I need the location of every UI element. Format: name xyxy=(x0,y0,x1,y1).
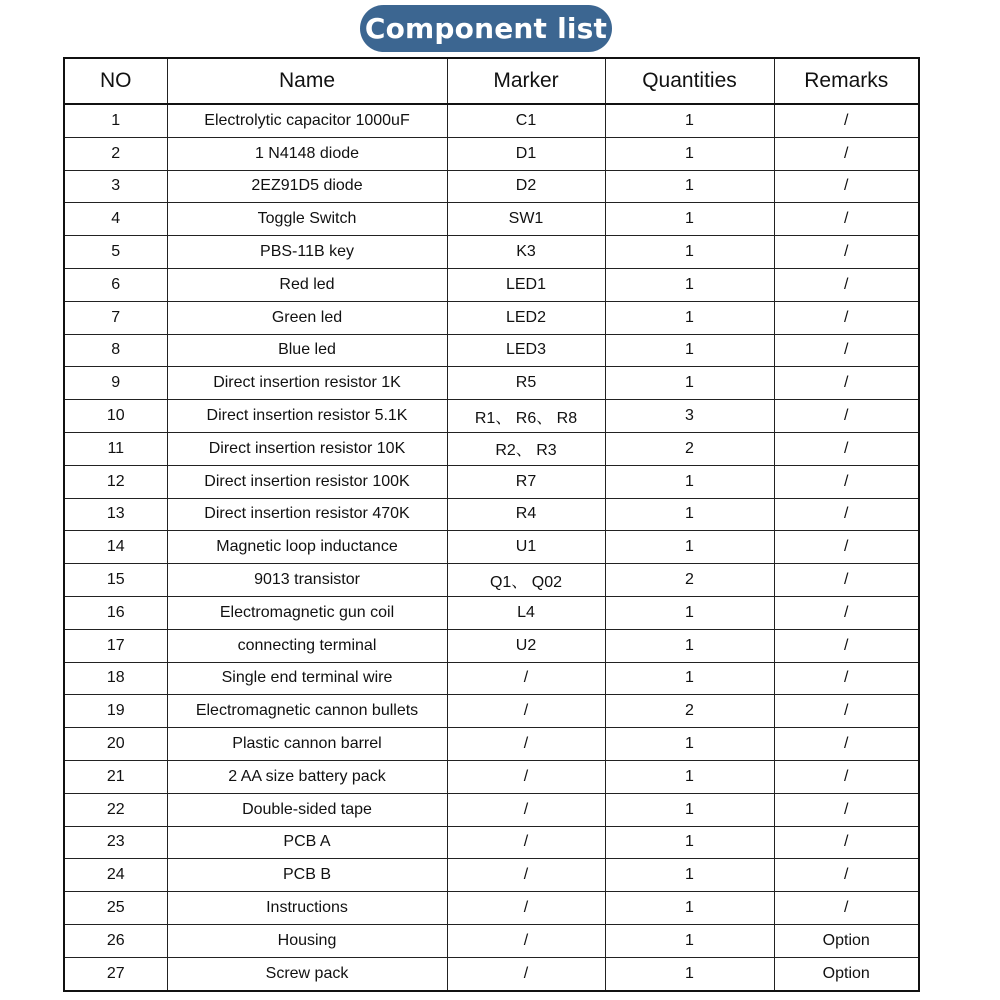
table-row xyxy=(64,137,919,170)
cell-marker: LED1 xyxy=(447,268,605,301)
component-table xyxy=(63,57,920,992)
header-quantities: Quantities xyxy=(605,58,774,104)
cell-remarks: / xyxy=(774,728,919,761)
table-row xyxy=(64,367,919,400)
cell-remarks: / xyxy=(774,432,919,465)
table-row xyxy=(64,432,919,465)
cell-marker: D1 xyxy=(447,137,605,170)
cell-no: 11 xyxy=(64,432,167,465)
cell-marker: / xyxy=(447,728,605,761)
table-row xyxy=(64,596,919,629)
cell-name: PBS-11B key xyxy=(167,236,447,269)
cell-marker: K3 xyxy=(447,236,605,269)
cell-quantity: 1 xyxy=(605,859,774,892)
cell-name: Electromagnetic cannon bullets xyxy=(167,695,447,728)
cell-no: 16 xyxy=(64,596,167,629)
cell-marker: Q1、 Q02 xyxy=(447,564,605,597)
cell-remarks: / xyxy=(774,892,919,925)
table-row xyxy=(64,924,919,957)
cell-remarks: / xyxy=(774,695,919,728)
cell-marker: LED2 xyxy=(447,301,605,334)
table-row xyxy=(64,268,919,301)
cell-name: Toggle Switch xyxy=(167,203,447,236)
cell-name: Magnetic loop inductance xyxy=(167,531,447,564)
cell-no: 20 xyxy=(64,728,167,761)
cell-quantity: 1 xyxy=(605,596,774,629)
cell-name: 1 N4148 diode xyxy=(167,137,447,170)
cell-quantity: 1 xyxy=(605,104,774,137)
cell-remarks: / xyxy=(774,268,919,301)
cell-no: 17 xyxy=(64,629,167,662)
cell-no: 23 xyxy=(64,826,167,859)
table-body xyxy=(64,104,919,991)
cell-quantity: 1 xyxy=(605,367,774,400)
cell-name: Direct insertion resistor 5.1K xyxy=(167,400,447,433)
cell-name: Housing xyxy=(167,924,447,957)
cell-quantity: 1 xyxy=(605,268,774,301)
table-row xyxy=(64,695,919,728)
cell-marker: R1、 R6、 R8 xyxy=(447,400,605,433)
table-row xyxy=(64,465,919,498)
cell-marker: / xyxy=(447,793,605,826)
cell-remarks: / xyxy=(774,236,919,269)
cell-name: PCB A xyxy=(167,826,447,859)
table-row xyxy=(64,859,919,892)
cell-name: Green led xyxy=(167,301,447,334)
cell-marker: L4 xyxy=(447,596,605,629)
cell-quantity: 1 xyxy=(605,728,774,761)
cell-marker: R2、 R3 xyxy=(447,432,605,465)
table-row xyxy=(64,760,919,793)
cell-no: 25 xyxy=(64,892,167,925)
cell-no: 10 xyxy=(64,400,167,433)
cell-quantity: 3 xyxy=(605,400,774,433)
cell-remarks: / xyxy=(774,793,919,826)
cell-quantity: 1 xyxy=(605,662,774,695)
header-remarks: Remarks xyxy=(774,58,919,104)
cell-remarks: / xyxy=(774,400,919,433)
cell-marker: R4 xyxy=(447,498,605,531)
table-row xyxy=(64,203,919,236)
cell-remarks: / xyxy=(774,203,919,236)
cell-remarks: / xyxy=(774,498,919,531)
cell-marker: R7 xyxy=(447,465,605,498)
cell-name: Double-sided tape xyxy=(167,793,447,826)
cell-quantity: 1 xyxy=(605,793,774,826)
table-row xyxy=(64,301,919,334)
cell-remarks: / xyxy=(774,137,919,170)
table-row xyxy=(64,564,919,597)
table-row xyxy=(64,498,919,531)
cell-name: Single end terminal wire xyxy=(167,662,447,695)
cell-remarks: / xyxy=(774,629,919,662)
cell-marker: / xyxy=(447,760,605,793)
cell-quantity: 1 xyxy=(605,236,774,269)
cell-remarks: / xyxy=(774,859,919,892)
table-row xyxy=(64,104,919,137)
cell-remarks: Option xyxy=(774,957,919,990)
header-marker: Marker xyxy=(447,58,605,104)
table-row xyxy=(64,400,919,433)
cell-remarks: / xyxy=(774,531,919,564)
cell-no: 13 xyxy=(64,498,167,531)
cell-remarks: / xyxy=(774,564,919,597)
cell-remarks: Option xyxy=(774,924,919,957)
cell-name: Blue led xyxy=(167,334,447,367)
cell-marker: LED3 xyxy=(447,334,605,367)
cell-marker: / xyxy=(447,662,605,695)
cell-no: 6 xyxy=(64,268,167,301)
cell-quantity: 1 xyxy=(605,334,774,367)
cell-name: Direct insertion resistor 470K xyxy=(167,498,447,531)
cell-no: 2 xyxy=(64,137,167,170)
cell-no: 9 xyxy=(64,367,167,400)
table-row xyxy=(64,236,919,269)
cell-no: 21 xyxy=(64,760,167,793)
cell-name: Direct insertion resistor 100K xyxy=(167,465,447,498)
cell-quantity: 1 xyxy=(605,957,774,990)
cell-quantity: 1 xyxy=(605,301,774,334)
cell-marker: D2 xyxy=(447,170,605,203)
cell-no: 5 xyxy=(64,236,167,269)
cell-quantity: 1 xyxy=(605,531,774,564)
cell-quantity: 1 xyxy=(605,892,774,925)
cell-marker: SW1 xyxy=(447,203,605,236)
cell-name: Electrolytic capacitor 1000uF xyxy=(167,104,447,137)
cell-no: 27 xyxy=(64,957,167,990)
table-row xyxy=(64,826,919,859)
cell-no: 4 xyxy=(64,203,167,236)
cell-no: 19 xyxy=(64,695,167,728)
cell-remarks: / xyxy=(774,104,919,137)
cell-no: 8 xyxy=(64,334,167,367)
cell-remarks: / xyxy=(774,301,919,334)
table-header-row xyxy=(64,58,919,104)
cell-quantity: 1 xyxy=(605,137,774,170)
header-no: NO xyxy=(64,58,167,104)
cell-marker: / xyxy=(447,924,605,957)
cell-name: Screw pack xyxy=(167,957,447,990)
table-row xyxy=(64,728,919,761)
cell-quantity: 1 xyxy=(605,924,774,957)
table-row xyxy=(64,531,919,564)
cell-remarks: / xyxy=(774,170,919,203)
cell-remarks: / xyxy=(774,662,919,695)
header-name: Name xyxy=(167,58,447,104)
cell-name: Instructions xyxy=(167,892,447,925)
cell-name: 2EZ91D5 diode xyxy=(167,170,447,203)
cell-name: Plastic cannon barrel xyxy=(167,728,447,761)
cell-quantity: 2 xyxy=(605,432,774,465)
cell-quantity: 2 xyxy=(605,564,774,597)
cell-quantity: 1 xyxy=(605,629,774,662)
cell-name: Direct insertion resistor 10K xyxy=(167,432,447,465)
cell-quantity: 2 xyxy=(605,695,774,728)
cell-no: 15 xyxy=(64,564,167,597)
cell-remarks: / xyxy=(774,760,919,793)
cell-marker: / xyxy=(447,859,605,892)
cell-marker: U2 xyxy=(447,629,605,662)
cell-name: 9013 transistor xyxy=(167,564,447,597)
table-row xyxy=(64,793,919,826)
cell-no: 7 xyxy=(64,301,167,334)
cell-remarks: / xyxy=(774,826,919,859)
cell-no: 24 xyxy=(64,859,167,892)
cell-quantity: 1 xyxy=(605,465,774,498)
cell-marker: / xyxy=(447,826,605,859)
cell-quantity: 1 xyxy=(605,203,774,236)
table-row xyxy=(64,662,919,695)
cell-quantity: 1 xyxy=(605,826,774,859)
cell-name: Red led xyxy=(167,268,447,301)
cell-no: 22 xyxy=(64,793,167,826)
cell-no: 12 xyxy=(64,465,167,498)
cell-quantity: 1 xyxy=(605,498,774,531)
cell-no: 26 xyxy=(64,924,167,957)
cell-marker: C1 xyxy=(447,104,605,137)
cell-quantity: 1 xyxy=(605,760,774,793)
cell-marker: R5 xyxy=(447,367,605,400)
cell-marker: U1 xyxy=(447,531,605,564)
cell-name: 2 AA size battery pack xyxy=(167,760,447,793)
table-row xyxy=(64,629,919,662)
cell-no: 3 xyxy=(64,170,167,203)
cell-name: Electromagnetic gun coil xyxy=(167,596,447,629)
cell-no: 1 xyxy=(64,104,167,137)
table-row xyxy=(64,892,919,925)
cell-quantity: 1 xyxy=(605,170,774,203)
cell-name: PCB B xyxy=(167,859,447,892)
table-row xyxy=(64,170,919,203)
cell-remarks: / xyxy=(774,334,919,367)
cell-marker: / xyxy=(447,695,605,728)
cell-remarks: / xyxy=(774,465,919,498)
cell-marker: / xyxy=(447,957,605,990)
table-row xyxy=(64,957,919,990)
cell-remarks: / xyxy=(774,596,919,629)
cell-name: connecting terminal xyxy=(167,629,447,662)
cell-no: 18 xyxy=(64,662,167,695)
cell-marker: / xyxy=(447,892,605,925)
cell-remarks: / xyxy=(774,367,919,400)
cell-name: Direct insertion resistor 1K xyxy=(167,367,447,400)
page-title: Component list xyxy=(360,5,612,52)
cell-no: 14 xyxy=(64,531,167,564)
table-row xyxy=(64,334,919,367)
